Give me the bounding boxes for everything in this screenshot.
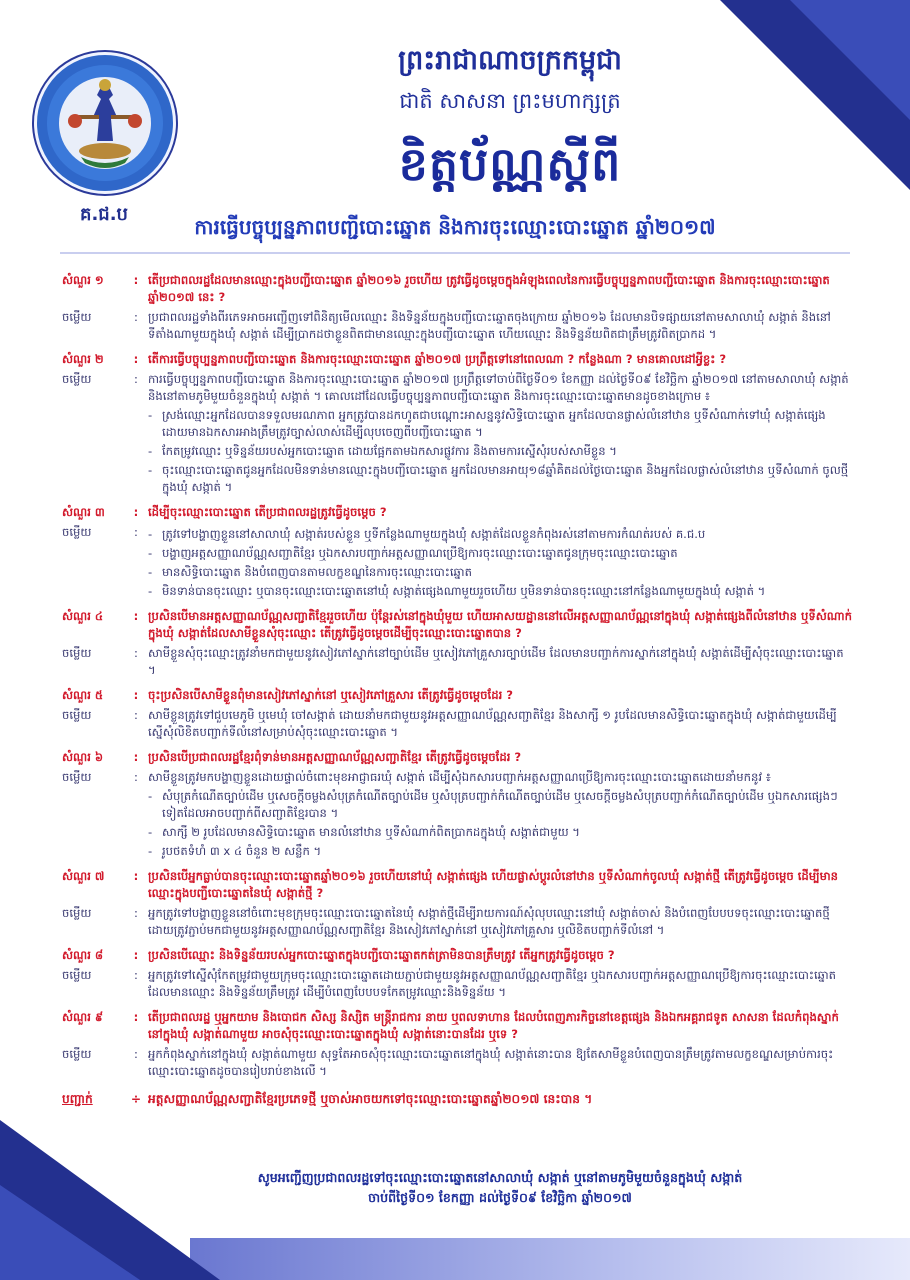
answer-bullet — [148, 843, 852, 860]
answer-row — [62, 524, 852, 600]
question-text: តើប្រជាពលរដ្ឋដែលមានឈ្មោះក្នុងបញ្ជីបោះឆ្នោត ឆ្នាំ២០១៦ រួចហើយ ត្រូវធ្វើដូចម្ដេចក្នុងអំឡុងពេលនៃការធ្វើបច្ចុប្បន្នភាពបញ្ជីបោះឆ្នោត និងការចុះឈ្មោះបោះឆ្នោត ឆ្នាំ២០១៧ នេះ ? — [148, 273, 830, 304]
colon: : — [133, 1010, 139, 1024]
question-text: ប្រសិនបើមានអត្តសញ្ញាណប័ណ្ណសញ្ជាតិខ្មែររួចហើយ ប៉ុន្តែរស់នៅក្នុងឃុំមួយ ហើយអាសយដ្ឋាននៅលើអត្តសញ្ញាណប័ណ្ណនៅក្នុងឃុំ សង្កាត់ផ្សេងពីលំនៅឋាន ឬទីសំណាក់ក្នុងឃុំ សង្កាត់ដែលសាមីខ្លួនសុំចុះឈ្មោះ តើត្រូវធ្វើដូចម្ដេចដើម្បីចុះឈ្មោះបោះឆ្នោតបាន ? — [148, 609, 852, 640]
bullet-text: រូបថតទំហំ ៣ x ៤ ចំនួន ២ សន្លឹក ។ — [162, 844, 322, 858]
bullet-text: ចុះឈ្មោះបោះឆ្នោតជូនអ្នកដែលមិនទាន់មានឈ្មោះក្នុងបញ្ជីបោះឆ្នោត អ្នកដែលមានអាយុ១៨ឆ្នាំគិតដល់ថ្ងៃបោះឆ្នោត និងអ្នកដែលផ្លាស់លំនៅឋាន ឬទីសំណាក់ ចូលថ្មីក្នុងឃុំ សង្កាត់ ។ — [162, 463, 849, 494]
colon: : — [133, 688, 139, 702]
qa-list — [62, 264, 852, 1108]
answer-text: អ្នកត្រូវទៅស្នើសុំកែតម្រូវជាមួយក្រុមចុះឈ្មោះបោះឆ្នោតដោយភ្ជាប់ជាមួយនូវអត្តសញ្ញាណប័ណ្ណសញ្ជាតិខ្មែរ ឬឯកសារបញ្ជាក់អត្តសញ្ញាណប្រើឱ្យការចុះឈ្មោះបោះឆ្នោតដែលមានឈ្មោះ និងទិន្នន័យត្រឹមត្រូវ ដើម្បីបំពេញបែបបទកែតម្រូវឈ្មោះនិងទិន្នន័យ ។ — [148, 968, 837, 999]
bullet-dash: - — [148, 584, 153, 598]
answer-body — [148, 967, 852, 1001]
note-row — [62, 1090, 852, 1108]
bullet-text: សាក្សី ២ រូបដែលមានសិទ្ធិបោះឆ្នោត មានលំនៅឋាន ឬទីសំណាក់ពិតប្រាកដក្នុងឃុំ សង្កាត់ជាមួយ ។ — [162, 825, 580, 839]
answer-row — [62, 769, 852, 860]
question-text: តើប្រជាពលរដ្ឋ ឬអ្នកយាម និងបោជក សិស្ស និស្សិត មន្ត្រីរាជការ នាយ ឬពលទាហាន ដែលបំពេញភារកិច្ចនៅខេត្តផ្សេង និងឯកអគ្គរាជទូត សាសនា ដែលកំពុងស្នាក់នៅក្នុងឃុំ សង្កាត់ណាមួយ អាចសុំចុះឈ្មោះបោះឆ្នោតក្នុងឃុំ សង្កាត់នោះបានដែរ ឬទេ ? — [148, 1010, 839, 1041]
note-text: អត្តសញ្ញាណប័ណ្ណសញ្ជាតិខ្មែរប្រភេទថ្មី ឬចាស់អាចយកទៅចុះឈ្មោះបោះឆ្នោតឆ្នាំ២០១៧ នេះបាន ។ — [148, 1092, 593, 1106]
answer-body — [148, 524, 852, 600]
answer-row — [62, 645, 852, 679]
colon: : — [134, 525, 138, 539]
question-row — [62, 687, 852, 704]
question-label: សំណួរ ៣ — [62, 505, 105, 519]
leaflet-title: ខិត្តប័ណ្ណស្តីពី — [398, 137, 622, 191]
bullet-dash: - — [148, 789, 153, 803]
question-row — [62, 272, 852, 306]
colon: : — [133, 869, 139, 883]
answer-bullet — [148, 564, 852, 581]
colon: : — [134, 770, 138, 784]
answer-body — [148, 769, 852, 860]
bullet-text: មានសិទ្ធិបោះឆ្នោត និងបំពេញបានតាមលក្ខខណ្ឌនៃការចុះឈ្មោះបោះឆ្នោត — [162, 565, 472, 579]
leaflet-subtitle: ការធ្វើបច្ចុប្បន្នភាពបញ្ជីបោះឆ្នោត និងការចុះឈ្មោះបោះឆ្នោត ឆ្នាំ២០១៧ — [194, 215, 716, 239]
question-label: សំណួរ ២ — [62, 352, 104, 366]
answer-label: ចម្លើយ — [62, 770, 92, 784]
bottom-band-decoration — [190, 1238, 910, 1280]
colon: : — [134, 708, 138, 722]
colon: : — [133, 505, 139, 519]
kingdom-title: ព្រះរាជាណាចក្រកម្ពុជា — [398, 45, 622, 76]
bullet-text: កែតម្រូវឈ្មោះ ឬទិន្នន័យរបស់អ្នកបោះឆ្នោត ដោយផ្អែកតាមឯកសារផ្លូវការ និងតាមការស្នើសុំរបស់សាមីខ្លួន ។ — [162, 444, 617, 458]
question-text: ចុះប្រសិនបើសាមីខ្លួនពុំមានសៀវភៅស្នាក់នៅ ឬសៀវភៅគ្រួសារ តើត្រូវធ្វើដូចម្ដេចដែរ ? — [148, 688, 514, 702]
bullet-text: ត្រូវទៅបង្ហាញខ្លួននៅសាលាឃុំ សង្កាត់របស់ខ្លួន ឬទីកន្លែងណាមួយក្នុងឃុំ សង្កាត់ដែលខ្លួនកំពុងរស់នៅតាមការកំណត់របស់ គ.ជ.ប — [162, 527, 706, 541]
emblem-drawing — [37, 55, 173, 191]
answer-bullet — [148, 462, 852, 496]
question-text: តើការធ្វើបច្ចុប្បន្នភាពបញ្ជីបោះឆ្នោត និងការចុះឈ្មោះបោះឆ្នោត ឆ្នាំ២០១៧ ប្រព្រឹត្តទៅនៅពេលណា ? កន្លែងណា ? មានគោលដៅអ្វីខ្លះ ? — [148, 352, 727, 366]
answer-text: សាមីខ្លួនត្រូវទៅជួបមេភូមិ ឬមេឃុំ ចៅសង្កាត់ ដោយនាំមកជាមួយនូវអត្តសញ្ញាណប័ណ្ណសញ្ជាតិខ្មែរ និងសាក្សី ១ រូបដែលមានសិទ្ធិបោះឆ្នោតក្នុងឃុំ សង្កាត់ជាមួយដើម្បីស្នើសុំលិខិតបញ្ជាក់ទីលំនៅសម្រាប់សុំចុះឈ្មោះបោះឆ្នោត ។ — [148, 708, 837, 739]
bullet-dash: - — [148, 844, 153, 858]
answer-row — [62, 1046, 852, 1080]
answer-body — [148, 309, 852, 343]
question-row — [62, 351, 852, 368]
answer-row — [62, 967, 852, 1001]
colon: : — [133, 948, 139, 962]
colon: : — [134, 968, 138, 982]
answer-label: ចម្លើយ — [62, 968, 92, 982]
colon: : — [134, 646, 138, 660]
answer-row — [62, 707, 852, 741]
question-label: សំណួរ ៨ — [62, 948, 104, 962]
question-row — [62, 947, 852, 964]
answer-body — [148, 371, 852, 496]
answer-bullet — [148, 788, 852, 822]
question-row — [62, 504, 852, 521]
bullet-dash: - — [148, 565, 153, 579]
corner-decoration-bottom-left-inner — [0, 1185, 140, 1280]
bullet-dash: - — [148, 546, 153, 560]
bullet-dash: - — [148, 408, 153, 422]
answer-bullet — [148, 824, 852, 841]
question-label: សំណួរ ៥ — [62, 688, 104, 702]
answer-body — [148, 707, 852, 741]
bullet-text: ស្រង់ឈ្មោះអ្នកដែលបានទទួលមរណភាព អ្នកត្រូវបានដកហូតជាបណ្ដោះអាសន្ននូវសិទ្ធិបោះឆ្នោត អ្នកដែលបានផ្លាស់លំនៅឋាន ឬទីសំណាក់ទៅឃុំ សង្កាត់ផ្សេង ដោយមានឯកសារអាងត្រឹមត្រូវច្បាស់លាស់ដើម្បីលុបចេញពីបញ្ជីបោះឆ្នោត ។ — [162, 408, 826, 439]
question-label: សំណួរ ៩ — [62, 1010, 104, 1024]
answer-bullet — [148, 545, 852, 562]
footer — [150, 1168, 850, 1208]
answer-row — [62, 309, 852, 343]
note-separator: ÷ — [130, 1092, 142, 1106]
colon: : — [133, 609, 139, 623]
question-label: សំណួរ ៧ — [62, 869, 105, 883]
question-text: ប្រសិនបើឈ្មោះ និងទិន្នន័យរបស់អ្នកបោះឆ្នោតក្នុងបញ្ជីបោះឆ្នោតកត់ត្រាមិនបានត្រឹមត្រូវ តើអ្នកត្រូវធ្វើដូចម្ដេច ? — [148, 948, 615, 962]
divider — [60, 252, 850, 254]
colon: : — [134, 906, 138, 920]
answer-text: អ្នកត្រូវទៅបង្ហាញខ្លួននៅចំពោះមុខក្រុមចុះឈ្មោះបោះឆ្នោតនៃឃុំ សង្កាត់ថ្មីដើម្បីរាយការណ៍សុំលុបឈ្មោះនៅឃុំ សង្កាត់ចាស់ និងបំពេញបែបបទចុះឈ្មោះបោះឆ្នោតថ្មី ដោយត្រូវភ្ជាប់មកជាមួយនូវអត្តសញ្ញាណប័ណ្ណសញ្ជាតិខ្មែរ និងសៀវភៅស្នាក់នៅ ឬសៀវភៅគ្រួសារ ឬលិខិតបញ្ជាក់ទីលំនៅ ។ — [148, 906, 830, 937]
answer-text: សាមីខ្លួនសុំចុះឈ្មោះត្រូវនាំមកជាមួយនូវសៀវភៅស្នាក់នៅច្បាប់ដើម ឬសៀវភៅគ្រួសារច្បាប់ដើម ដែលមានបញ្ជាក់ការស្នាក់នៅក្នុងឃុំ សង្កាត់ដើម្បីសុំចុះឈ្មោះបោះឆ្នោត ។ — [148, 646, 844, 677]
colon: : — [133, 352, 139, 366]
footer-dates: ចាប់ពីថ្ងៃទី០១ ខែកញ្ញា ដល់ថ្ងៃទី០៩ ខែវិច្ឆិកា ឆ្នាំ២០១៧ — [368, 1190, 632, 1205]
answer-label: ចម្លើយ — [62, 372, 92, 386]
bullet-dash: - — [148, 825, 153, 839]
answer-body — [148, 905, 852, 939]
question-label: សំណួរ ៤ — [62, 609, 104, 623]
answer-body — [148, 645, 852, 679]
answer-label: ចម្លើយ — [62, 525, 92, 539]
answer-text: ការធ្វើបច្ចុប្បន្នភាពបញ្ជីបោះឆ្នោត និងការចុះឈ្មោះបោះឆ្នោត ឆ្នាំ២០១៧ ប្រព្រឹត្តទៅចាប់ពីថ្ងៃទី០១ ខែកញ្ញា ដល់ថ្ងៃទី០៩ ខែវិច្ឆិកា ឆ្នាំ២០១៧ នៅតាមសាលាឃុំ សង្កាត់ និងនៅតាមភូមិមួយចំនួនក្នុងឃុំ សង្កាត់ ។ គោលដៅដែលធ្វើបច្ចុប្បន្នភាពបញ្ជីបោះឆ្នោត និងការចុះឈ្មោះបោះឆ្នោតមានដូចខាងក្រោម ៖ — [148, 372, 849, 403]
answer-body — [148, 1046, 852, 1080]
answer-bullet — [148, 443, 852, 460]
answer-label: ចម្លើយ — [62, 708, 92, 722]
bullet-text: សំបុត្រកំណើតច្បាប់ដើម ឬសេចក្ដីចម្លងសំបុត្រកំណើតច្បាប់ដើម ឬសំបុត្របញ្ជាក់កំណើតច្បាប់ដើម ឬសេចក្ដីចម្លងសំបុត្របញ្ជាក់កំណើតច្បាប់ដើម ឬឯកសារផ្សេងៗទៀតដែលអាចបញ្ជាក់ពីសញ្ជាតិខ្មែរបាន ។ — [162, 789, 838, 820]
colon: : — [134, 372, 138, 386]
answer-label: ចម្លើយ — [62, 1047, 92, 1061]
answer-label: ចម្លើយ — [62, 646, 92, 660]
colon: : — [133, 273, 139, 287]
footer-invitation: សូមអញ្ជើញប្រជាពលរដ្ឋទៅចុះឈ្មោះបោះឆ្នោតនៅសាលាឃុំ សង្កាត់ ឬនៅតាមភូមិមួយចំនួនក្នុងឃុំ សង្កាត់ — [257, 1170, 743, 1185]
question-label: សំណួរ ៦ — [62, 750, 104, 764]
question-text: ដើម្បីចុះឈ្មោះបោះឆ្នោត តើប្រជាពលរដ្ឋត្រូវធ្វើដូចម្ដេច ? — [148, 505, 387, 519]
answer-bullet — [148, 583, 852, 600]
question-row — [62, 868, 852, 902]
answer-label: ចម្លើយ — [62, 310, 92, 324]
answer-label: ចម្លើយ — [62, 906, 92, 920]
bullet-dash: - — [148, 444, 153, 458]
question-text: ប្រសិនបើប្រជាពលរដ្ឋខ្មែរពុំទាន់មានអត្តសញ្ញាណប័ណ្ណសញ្ជាតិខ្មែរ តើត្រូវធ្វើដូចម្ដេចដែរ ? — [148, 750, 522, 764]
national-motto: ជាតិ សាសនា ព្រះមហាក្សត្រ — [399, 89, 621, 113]
colon: : — [133, 750, 139, 764]
answer-bullet — [148, 526, 852, 543]
bullet-text: បង្ហាញអត្តសញ្ញាណប័ណ្ណសញ្ជាតិខ្មែរ ឬឯកសារបញ្ជាក់អត្តសញ្ញាណប្រើឱ្យការចុះឈ្មោះបោះឆ្នោតជូនក្រុមចុះឈ្មោះបោះឆ្នោត — [162, 546, 678, 560]
nec-emblem-icon — [34, 52, 176, 194]
note-label: បញ្ជាក់ — [62, 1092, 93, 1106]
question-row — [62, 749, 852, 766]
bullet-dash: - — [148, 527, 153, 541]
question-label: សំណួរ ១ — [62, 273, 104, 287]
answer-bullet — [148, 407, 852, 441]
question-text: ប្រសិនបើអ្នកធ្លាប់បានចុះឈ្មោះបោះឆ្នោតឆ្នាំ២០១៦ រួចហើយនៅឃុំ សង្កាត់ផ្សេង ហើយផ្លាស់ប្ដូរលំនៅឋាន ឬទីសំណាក់ចូលឃុំ សង្កាត់ថ្មី តើត្រូវធ្វើដូចម្ដេច ដើម្បីមានឈ្មោះក្នុងបញ្ជីបោះឆ្នោតនៃឃុំ សង្កាត់ថ្មី ? — [148, 869, 838, 900]
question-row — [62, 608, 852, 642]
answer-text: អ្នកកំពុងស្នាក់នៅក្នុងឃុំ សង្កាត់ណាមួយ សុទ្ធតែអាចសុំចុះឈ្មោះបោះឆ្នោតនៅក្នុងឃុំ សង្កាត់នោះបាន ឱ្យតែសាមីខ្លួនបំពេញបានត្រឹមត្រូវតាមលក្ខខណ្ឌសម្រាប់ការចុះឈ្មោះបោះឆ្នោតដូចបានរៀបរាប់ខាងលើ ។ — [148, 1047, 834, 1078]
question-row — [62, 1009, 852, 1043]
colon: : — [134, 310, 138, 324]
logo-caption: គ.ជ.ប — [80, 204, 128, 225]
bullet-text: មិនទាន់បានចុះឈ្មោះ ឬបានចុះឈ្មោះបោះឆ្នោតនៅឃុំ សង្កាត់ផ្សេងណាមួយរួចហើយ ឬមិនទាន់បានចុះឈ្មោះនៅកន្លែងណាមួយក្នុងឃុំ សង្កាត់ ។ — [162, 584, 766, 598]
colon: : — [134, 1047, 138, 1061]
answer-row — [62, 905, 852, 939]
answer-text: ប្រជាពលរដ្ឋទាំងពីរភេទអាចអញ្ជើញទៅពិនិត្យមើលឈ្មោះ និងទិន្នន័យក្នុងបញ្ជីបោះឆ្នោតចុងក្រោយ ឆ្នាំ២០១៦ ដែលមានបិទផ្សាយនៅតាមសាលាឃុំ សង្កាត់ និងនៅទីតាំងណាមួយក្នុងឃុំ សង្កាត់ ដើម្បីប្រាកដថាខ្លួនពិតជាមានឈ្មោះក្នុងបញ្ជីបោះឆ្នោត ហើយឈ្មោះ និងទិន្នន័យពិតជាត្រឹមត្រូវពិតប្រាកដ ។ — [148, 310, 831, 341]
logo-block — [34, 52, 174, 229]
answer-text: សាមីខ្លួនត្រូវមកបង្ហាញខ្លួនដោយផ្ទាល់ចំពោះមុខអាជ្ញាធរឃុំ សង្កាត់ ដើម្បីសុំឯកសារបញ្ជាក់អត្តសញ្ញាណប្រើឱ្យការចុះឈ្មោះបោះឆ្នោតដោយនាំមកនូវ ៖ — [148, 770, 771, 784]
answer-row — [62, 371, 852, 496]
bullet-dash: - — [148, 463, 153, 477]
